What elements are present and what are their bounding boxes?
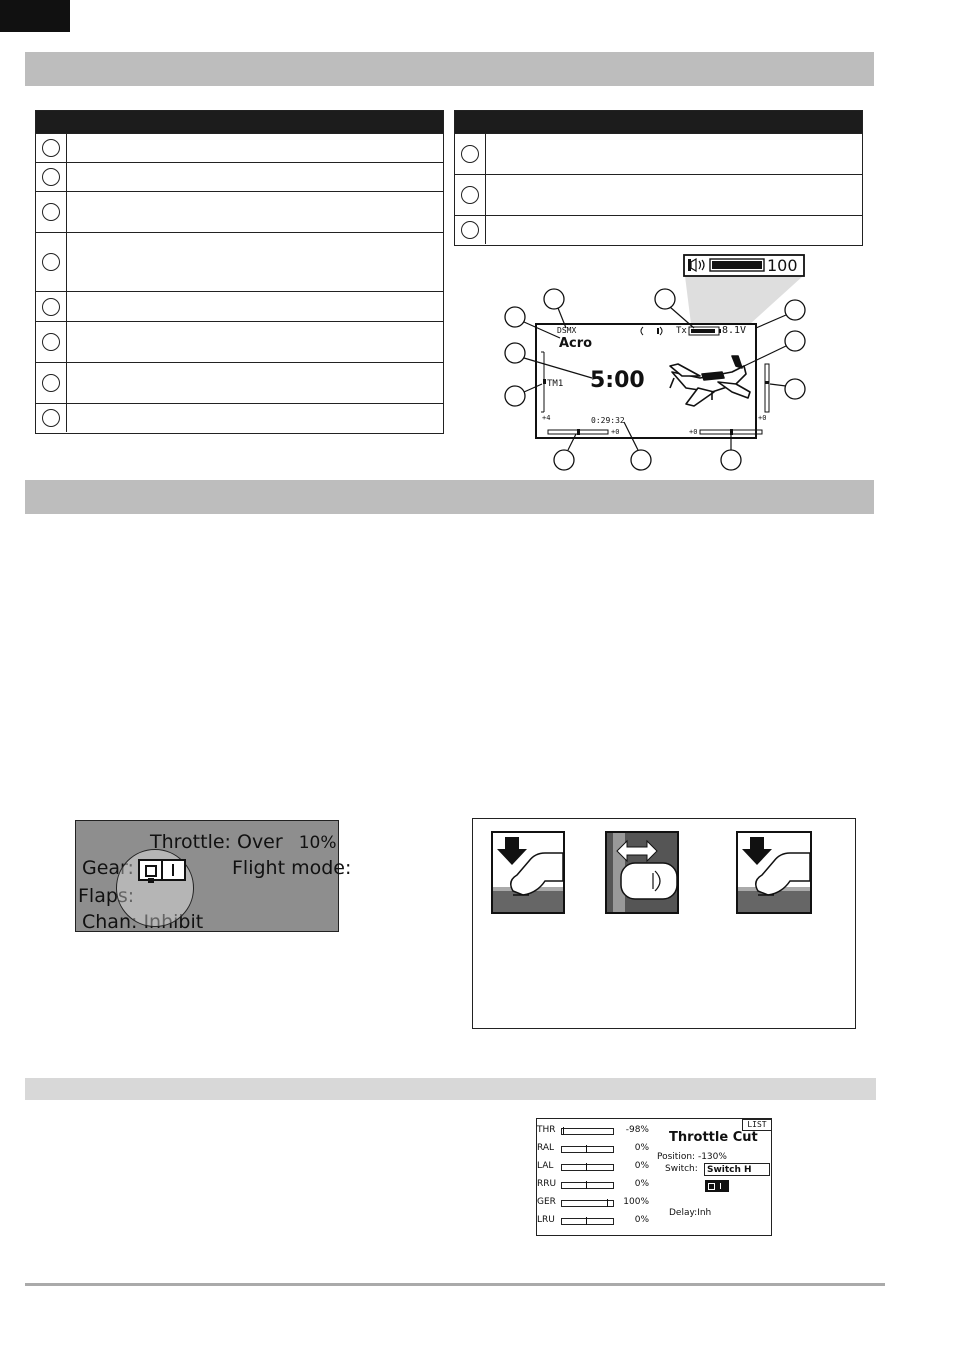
table-row [36, 362, 443, 403]
callout-circle [505, 307, 525, 327]
throttle-pct: 10% [298, 833, 337, 853]
scroll-roller-panel [605, 831, 679, 914]
channel-name: LAL [537, 1161, 554, 1171]
table-row [36, 321, 443, 362]
channel-bar-marker [563, 1127, 564, 1135]
number-circle [42, 168, 60, 186]
switch-position-indicator [138, 859, 186, 881]
channel-name: THR [537, 1125, 556, 1135]
channel-name: LRU [537, 1215, 555, 1225]
channel-value: 0% [634, 1161, 649, 1171]
callout-circle [631, 450, 651, 470]
table-row [36, 291, 443, 321]
chan-value: Inhibit [143, 911, 204, 933]
channel-bar-marker [586, 1181, 587, 1189]
number-circle [461, 221, 479, 239]
switch-label: Switch: [665, 1164, 698, 1174]
lcd-trim-left: +4 [542, 414, 551, 422]
number-circle [42, 139, 60, 157]
channel-name: RRU [537, 1179, 557, 1189]
channel-bar-marker [586, 1145, 587, 1153]
section-header-band [25, 480, 874, 514]
press-roller-panel [736, 831, 812, 914]
channel-value: 0% [634, 1215, 649, 1225]
channel-value: 100% [623, 1197, 649, 1207]
zoom-wedge [685, 276, 803, 324]
table-header [36, 111, 443, 133]
table-row [36, 232, 443, 291]
number-circle [42, 203, 60, 221]
right-trim-bar [765, 364, 769, 412]
gear-switch-screen [75, 820, 352, 933]
lcd-timer-label: TM1 [547, 379, 564, 389]
page-corner-tab [0, 0, 70, 32]
number-circle [42, 333, 60, 351]
lcd-trim-right: +0 [758, 414, 767, 422]
inset-volume-value: 100 [767, 256, 798, 275]
down-arrow-icon [497, 837, 527, 865]
table-row [455, 215, 862, 244]
screen-diagram-graphics [500, 250, 820, 475]
switch-state-indicator [705, 1180, 729, 1192]
gear-label: Gear: [82, 857, 134, 879]
table-row [455, 174, 862, 215]
switch-marker [148, 878, 154, 883]
channel-bar-marker [607, 1199, 608, 1207]
press-roller-panel [491, 831, 565, 914]
table-row [36, 403, 443, 432]
channel-bar [561, 1218, 614, 1225]
lcd-brand: DSMX [557, 326, 577, 335]
number-circle [42, 253, 60, 271]
callout-circle [505, 386, 525, 406]
channel-name: RAL [537, 1143, 555, 1153]
table-header [455, 111, 862, 133]
callout-circle [655, 289, 675, 309]
lcd-stopwatch: 0:29:32 [591, 416, 625, 425]
table-row [455, 133, 862, 174]
footer-rule [25, 1283, 885, 1286]
number-circle [461, 145, 479, 163]
callout-circle [544, 289, 564, 309]
switch-select[interactable]: Switch H [704, 1163, 770, 1176]
callout-circle [785, 331, 805, 351]
right-legend-table [454, 110, 863, 246]
channel-bar [561, 1182, 614, 1189]
throttle-value: Over [236, 831, 283, 853]
channel-bar-marker [586, 1163, 587, 1171]
callout-circle [721, 450, 741, 470]
callout-circle [785, 300, 805, 320]
number-circle [42, 298, 60, 316]
chan-label: Chan: [82, 911, 138, 933]
number-circle [42, 374, 60, 392]
channel-value: 0% [634, 1143, 649, 1153]
throttle-label: Throttle: [150, 831, 231, 853]
screen-title: Throttle Cut [669, 1130, 758, 1145]
lcd-voltage: 8.1V [722, 325, 747, 336]
channel-bar-marker [586, 1217, 587, 1225]
lcd-timer-value: 5:00 [590, 368, 645, 393]
section-header-band [25, 52, 874, 86]
position-value: -130% [697, 1152, 727, 1162]
flight-mode-label: Flight mode: [232, 857, 352, 879]
section-header-band-light [25, 1078, 876, 1100]
delay-value: Inh [697, 1208, 712, 1218]
table-row [36, 133, 443, 162]
lcd-trim-bottom-right: +0 [689, 428, 698, 436]
channel-bar [561, 1128, 614, 1135]
callout-circle [554, 450, 574, 470]
callout-circle [785, 379, 805, 399]
position-label: Position: [657, 1152, 696, 1162]
delay-label: Delay: [669, 1208, 698, 1218]
throttle-cut-screen [536, 1118, 772, 1236]
down-arrow-icon [742, 837, 772, 865]
list-tab[interactable]: LIST [742, 1119, 772, 1131]
lcd-trim-bottom-left: +0 [611, 428, 620, 436]
left-legend-table [35, 110, 444, 434]
lcd-tx-label: Tx [676, 326, 687, 336]
channel-bar [561, 1146, 614, 1153]
flaps-label: Flaps: [78, 885, 135, 907]
bottom-left-trim-marker [577, 429, 580, 435]
volume-bar-fill [712, 261, 762, 269]
roller-instructions-box [472, 818, 856, 1029]
callout-circle [505, 343, 525, 363]
channel-bar [561, 1164, 614, 1171]
thumb-icon [621, 863, 677, 899]
number-circle [42, 409, 60, 427]
channel-value: 0% [634, 1179, 649, 1189]
channel-value: -98% [625, 1125, 649, 1135]
table-row [36, 191, 443, 232]
right-trim-marker [765, 381, 769, 384]
number-circle [461, 186, 479, 204]
lcd-model-name: Acro [559, 336, 593, 351]
table-row [36, 162, 443, 191]
channel-name: GER [537, 1197, 556, 1207]
main-screen-diagram [500, 250, 820, 475]
left-trim-marker [543, 379, 546, 384]
